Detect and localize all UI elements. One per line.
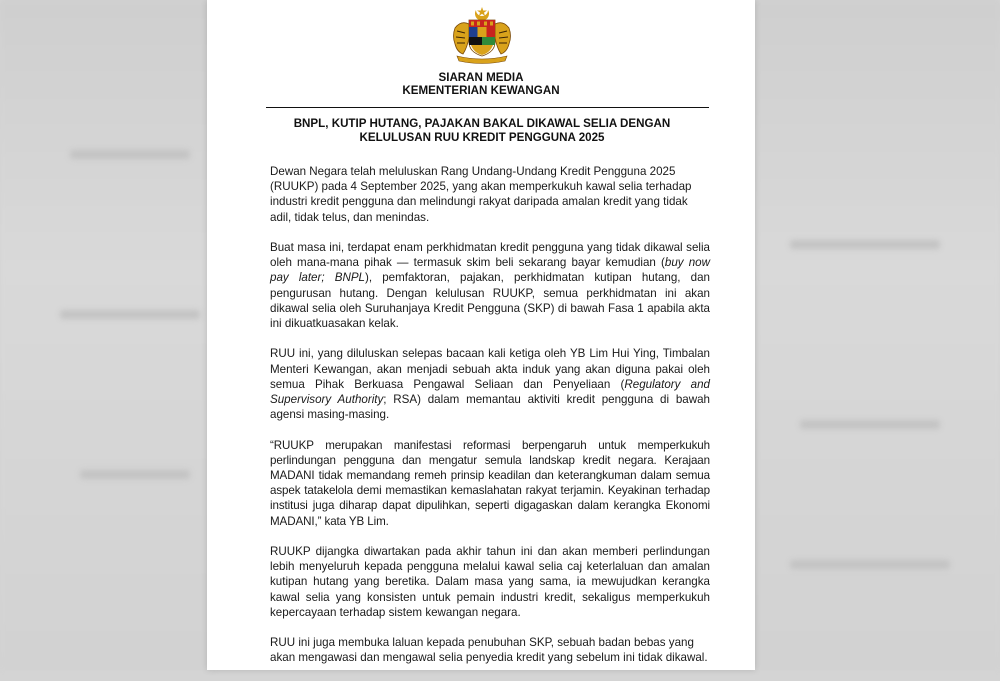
paragraph-5: RUUKP dijangka diwartakan pada akhir tahun ini dan akan memberi perlindungan lebih menyeluruh kepada pengguna melalui kawal selia caj keterlaluan dan amalan kutipan hutang yang beretika. Dalam masa yang sama, ia mewujudkan kerangka kawal selia yang konsisten untuk pemain industri kredit, sekaligus memperkukuh kepercayaan terhadap sistem kewangan negara. [270, 545, 710, 619]
issuer-header [207, 71, 755, 97]
press-release-document [207, 0, 755, 670]
ministry-name: KEMENTERIAN KEWANGAN [402, 84, 560, 97]
paragraph-3-italic: Regulatory and Supervisory Authority [270, 377, 710, 407]
paragraph-2-part-1: Buat masa ini, terdapat enam perkhidmatan kredit pengguna yang tidak dikawal selia oleh mana-mana pihak — termasuk skim beli sekarang bayar kemudian ( [270, 241, 710, 270]
paragraph-2-part-2: ), pemfaktoran, pajakan, perkhidmatan kutipan hutang, dan pengurusan hutang. Dengan kelulusan RUUKP, semua perkhidmatan ini akan dikawal selia oleh Suruhanjaya Kredit Pengguna (SKP) di bawah Fasa 1 apabila akta ini dikuatkuasakan kelak. [270, 271, 710, 331]
paragraph-3-part-1: RUU ini, yang diluluskan selepas bacaan kali ketiga oleh YB Lim Hui Ying, Timbalan Menteri Kewangan, akan menjadi sebuah akta induk yang akan diguna pakai oleh semua Pihak Berkuasa Pengawal Seliaan dan Penyeliaan ( [270, 347, 710, 391]
background-blur-line [70, 150, 190, 159]
background-blur-line [790, 240, 940, 249]
blurred-background-left [0, 0, 215, 670]
title-line-1: BNPL, KUTIP HUTANG, PAJAKAN BAKAL DIKAWAL SELIA DENGAN [293, 117, 671, 130]
paragraph-3 [270, 346, 710, 422]
paragraph-2 [270, 240, 710, 331]
background-blur-line [790, 560, 950, 569]
paragraph-6: RUU ini juga membuka laluan kepada penubuhan SKP, sebuah badan bebas yang akan mengawasi dan mengawal selia penyedia kredit yang sebelum ini tidak dikawal. [270, 636, 708, 665]
background-blur-line [80, 470, 190, 479]
press-release-title [247, 117, 717, 144]
paragraph-1: Dewan Negara telah meluluskan Rang Undang-Undang Kredit Pengguna 2025 (RUUKP) pada 4 September 2025, yang akan memperkukuh kawal selia terhadap industri kredit pengguna dan melindungi rakyat daripada amalan kredit yang tidak adil, tidak telus, dan menindas. [270, 165, 692, 224]
paragraph-3-part-2: ; RSA) dalam memantau aktiviti kredit pengguna di bawah agensi masing-masing. [270, 393, 710, 422]
press-release-body [270, 164, 710, 681]
paragraph-4-quote: “RUUKP merupakan manifestasi reformasi berpengaruh untuk memperkukuh perlindungan pengguna dan mengatur semula landskap kredit negara. Kerajaan MADANI tidak memandang remeh prinsip keadilan dan keterangkuman dalam semua aspek tatakelola demi memastikan kemaslahatan rakyat terjamin. Keyakinan terhadap institusi juga diharap dapat dipulihkan, seperti digagaskan dalam kerangka Ekonomi MADANI,” kata YB Lim. [270, 438, 710, 528]
malaysia-coat-of-arms-icon [449, 6, 515, 64]
paragraph-2-italic: buy now pay later; BNPL [270, 256, 710, 285]
title-line-2: KELULUSAN RUU KREDIT PENGGUNA 2025 [359, 130, 605, 144]
blurred-background-right [755, 0, 1000, 670]
background-blur-line [60, 310, 200, 319]
background-blur-line [800, 420, 940, 429]
header-divider [266, 107, 709, 108]
siaran-media-label: SIARAN MEDIA [438, 71, 524, 84]
